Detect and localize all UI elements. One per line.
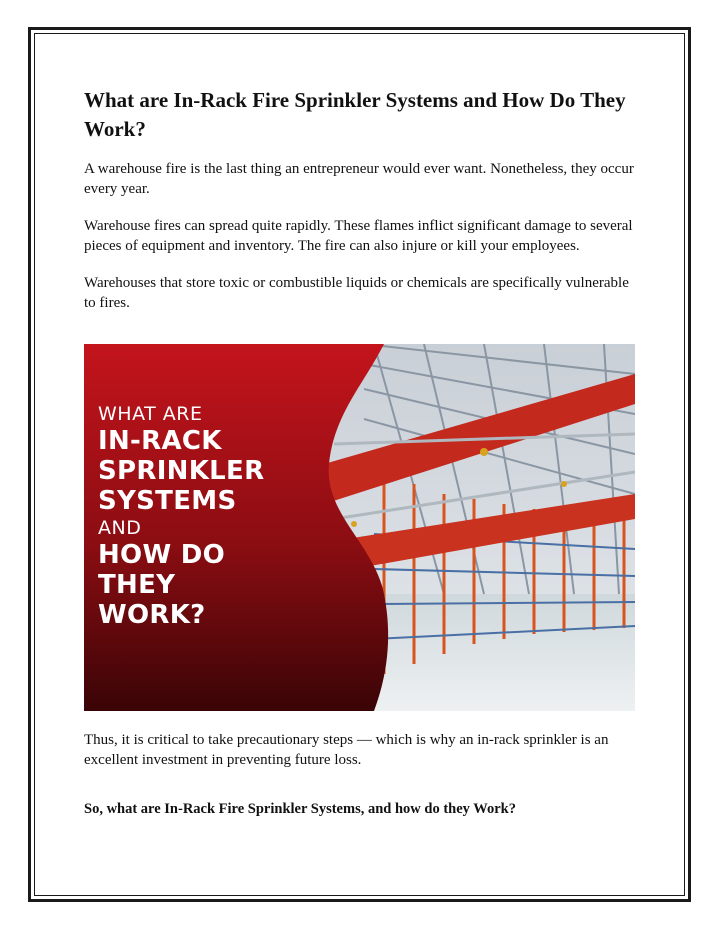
banner-line-5: AND (98, 517, 142, 539)
paragraph-1: A warehouse fire is the last thing an entrepreneur would ever want. Nonetheless, they occur every year. (84, 161, 634, 197)
banner-line-2: IN-RACK (98, 426, 222, 456)
article-title: What are In-Rack Fire Sprinkler Systems and How Do They Work? (84, 88, 626, 141)
banner-line-1: WHAT ARE (98, 403, 203, 425)
closing-paragraph: Thus, it is critical to take precautionary steps — which is why an in-rack sprinkler is an excellent investment in preventing future loss. (84, 732, 609, 768)
paragraph-2: Warehouse fires can spread quite rapidly. These flames inflict significant damage to several pieces of equipment and inventory. The fire can also injure or kill your employees. (84, 218, 633, 254)
banner-heading (98, 402, 318, 630)
paragraph-3: Warehouses that store toxic or combustible liquids or chemicals are specifically vulnerable to fires. (84, 275, 629, 311)
banner-image (84, 344, 635, 711)
banner-line-7: THEY (98, 570, 176, 600)
closing-paragraph-wrapper (84, 731, 636, 770)
banner-line-6: HOW DO (98, 540, 226, 570)
banner-line-8: WORK? (98, 600, 206, 630)
banner-line-3: SPRINKLER (98, 456, 265, 486)
section-subheading: So, what are In-Rack Fire Sprinkler Systems, and how do they Work? (84, 801, 516, 817)
banner-line-4: SYSTEMS (98, 486, 237, 516)
article-body (84, 86, 636, 313)
